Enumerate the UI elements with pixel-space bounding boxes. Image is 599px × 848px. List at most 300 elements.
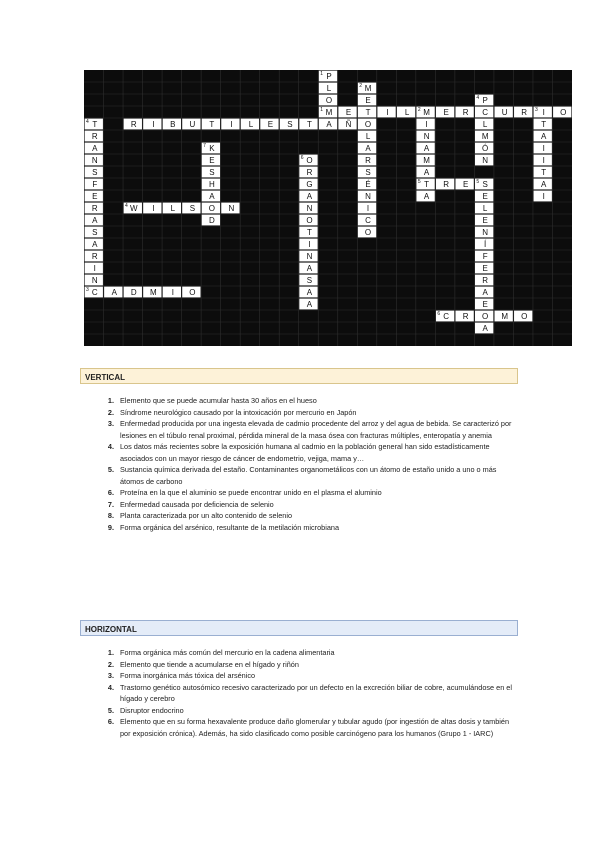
crossword-cell bbox=[85, 203, 103, 214]
cell-letter: T bbox=[92, 120, 98, 129]
cell-letter: T bbox=[424, 180, 430, 189]
cell-number: 6 bbox=[437, 311, 441, 318]
cell-letter: A bbox=[423, 144, 430, 153]
cell-letter: L bbox=[248, 120, 254, 129]
cell-letter: G bbox=[306, 180, 313, 189]
vertical-clue-text: Enfermedad producida por una ingesta elevada de cadmio procedente del arroz y del agua de bebida. Se caracterizó por lesiones en el túbulo renal proximal, pérdida mineral de la masa ósea con fracturas múltiples, enteropatía y anemia bbox=[120, 419, 512, 440]
crossword-cell bbox=[182, 203, 200, 214]
crossword-cell bbox=[104, 287, 122, 298]
cell-number: 2 bbox=[417, 107, 421, 114]
cell-letter: I bbox=[366, 204, 370, 213]
crossword-cell bbox=[534, 191, 552, 202]
crossword-cell bbox=[358, 119, 376, 130]
crossword-cell bbox=[436, 107, 454, 118]
crossword-cell bbox=[475, 323, 493, 334]
cell-letter: N bbox=[228, 204, 235, 213]
crossword-cell bbox=[319, 83, 337, 94]
vertical-clue bbox=[104, 395, 520, 407]
cell-letter: Ñ bbox=[345, 120, 352, 129]
vertical-clue bbox=[104, 487, 520, 499]
crossword-cell bbox=[455, 107, 473, 118]
vertical-clue-number: 3. bbox=[107, 419, 114, 428]
crossword-cell bbox=[85, 191, 103, 202]
cell-letter: S bbox=[306, 276, 313, 285]
crossword-cell bbox=[534, 155, 552, 166]
cell-letter: O bbox=[325, 96, 333, 105]
crossword-cell bbox=[299, 263, 317, 274]
vertical-clue-number: 5. bbox=[107, 465, 114, 474]
cell-letter: D bbox=[208, 216, 215, 225]
horizontal-clue-text: Forma inorgánica más tóxica del arsénico bbox=[120, 671, 256, 680]
cell-letter: A bbox=[306, 300, 313, 309]
crossword-cell bbox=[299, 227, 317, 238]
cell-letter: O bbox=[364, 228, 372, 237]
cell-letter: P bbox=[482, 96, 488, 105]
cell-letter: A bbox=[541, 132, 547, 141]
cell-letter: W bbox=[130, 204, 138, 213]
horizontal-clue-number: 2. bbox=[107, 659, 114, 669]
cell-letter: T bbox=[541, 120, 547, 129]
crossword-cell bbox=[202, 167, 220, 178]
cell-number: 2 bbox=[359, 83, 363, 90]
vertical-clue-list bbox=[104, 395, 520, 533]
crossword-cell bbox=[280, 119, 298, 130]
crossword-cell bbox=[85, 179, 103, 190]
vertical-clue-number: 1. bbox=[107, 396, 114, 405]
horizontal-clue-number: 3. bbox=[107, 671, 114, 680]
cell-letter: N bbox=[365, 192, 371, 201]
cell-letter: A bbox=[306, 192, 313, 201]
cell-letter: T bbox=[209, 120, 215, 129]
horizontal-clue-text: Elemento que tiende a acumularse en el hígado y riñón bbox=[120, 659, 299, 669]
vertical-clue bbox=[104, 522, 520, 534]
crossword-cell bbox=[299, 203, 317, 214]
crossword-cell bbox=[143, 287, 161, 298]
crossword-cell bbox=[475, 227, 493, 238]
cell-letter: E bbox=[443, 108, 449, 117]
crossword-cell bbox=[163, 203, 181, 214]
cell-letter: A bbox=[482, 288, 488, 297]
crossword-cell bbox=[495, 107, 513, 118]
cell-letter: S bbox=[365, 168, 371, 177]
crossword-cell bbox=[416, 143, 434, 154]
cell-letter: E bbox=[462, 180, 469, 189]
crossword-cell bbox=[534, 119, 552, 130]
crossword-cell bbox=[299, 287, 317, 298]
crossword-cell bbox=[85, 167, 103, 178]
cell-letter: R bbox=[521, 108, 528, 117]
crossword-cell bbox=[182, 287, 200, 298]
horizontal-clue-text: Trastorno genético autosómico recesivo caracterizado por un defecto en la excreción biliar de cobre, acumulándose en el hígado y cerebro bbox=[120, 682, 512, 703]
cell-letter: C bbox=[365, 216, 371, 225]
cell-letter: E bbox=[345, 108, 352, 117]
vertical-clue-number: 9. bbox=[107, 522, 114, 532]
crossword-cell bbox=[534, 179, 552, 190]
cell-number: 5 bbox=[476, 179, 480, 186]
cell-letter: H bbox=[208, 180, 215, 189]
cell-letter: I bbox=[171, 288, 174, 297]
cell-letter: I bbox=[230, 120, 233, 129]
horizontal-clue-number: 5. bbox=[107, 705, 114, 715]
cell-letter: R bbox=[91, 252, 98, 261]
vertical-clue-text: Enfermedad causada por deficiencia de selenio bbox=[120, 499, 274, 509]
cell-letter: E bbox=[209, 156, 215, 165]
crossword-cell bbox=[358, 95, 376, 106]
cell-letter: I bbox=[152, 120, 155, 129]
crossword-cell bbox=[475, 239, 493, 250]
horizontal-clue bbox=[104, 705, 520, 717]
horizontal-clue-list bbox=[104, 647, 520, 739]
crossword-cell bbox=[358, 83, 376, 94]
vertical-clue bbox=[104, 464, 520, 487]
crossword-cell bbox=[260, 119, 278, 130]
vertical-clue-number: 2. bbox=[107, 407, 114, 417]
cell-letter: L bbox=[170, 204, 176, 213]
crossword-cell bbox=[475, 155, 493, 166]
cell-letter: S bbox=[92, 168, 98, 177]
cell-number: 4 bbox=[86, 119, 89, 126]
crossword-cell bbox=[299, 215, 317, 226]
cell-letter: A bbox=[306, 288, 313, 297]
cell-letter: E bbox=[482, 216, 488, 225]
crossword-cell bbox=[299, 251, 317, 262]
horizontal-clue bbox=[104, 647, 520, 659]
cell-letter: O bbox=[306, 216, 313, 225]
cell-letter: É bbox=[365, 180, 371, 189]
crossword-cell bbox=[377, 107, 395, 118]
cell-letter: I bbox=[542, 192, 545, 201]
cell-letter: R bbox=[365, 156, 371, 165]
cell-number: 1 bbox=[320, 71, 324, 78]
crossword-cell bbox=[202, 191, 220, 202]
crossword-cell bbox=[436, 179, 454, 190]
crossword-cell bbox=[299, 167, 317, 178]
cell-letter: R bbox=[130, 120, 137, 129]
cell-letter: I bbox=[152, 204, 155, 213]
crossword-cell bbox=[85, 275, 103, 286]
cell-letter: C bbox=[482, 108, 489, 117]
crossword-cell bbox=[416, 107, 434, 118]
cell-letter: L bbox=[365, 132, 371, 141]
horizontal-clue-text: Disruptor endocrino bbox=[120, 705, 184, 715]
vertical-clue-text: Sustancia química derivada del estaño. Contaminantes organometálicos con un átomo de estaño unido a uno o más átomos de carbono bbox=[120, 465, 497, 486]
crossword-cell bbox=[475, 191, 493, 202]
vertical-clue bbox=[104, 407, 520, 419]
cell-number: 4 bbox=[476, 95, 480, 102]
cell-letter: O bbox=[306, 156, 313, 165]
crossword-cell bbox=[85, 131, 103, 142]
crossword-cell bbox=[85, 287, 103, 298]
vertical-clue-number: 7. bbox=[107, 499, 114, 509]
cell-letter: M bbox=[149, 288, 157, 297]
crossword-cell bbox=[299, 191, 317, 202]
crossword-cell bbox=[85, 155, 103, 166]
cell-letter: F bbox=[92, 180, 98, 189]
cell-letter: E bbox=[92, 192, 98, 201]
crossword-cell bbox=[299, 119, 317, 130]
crossword-cell bbox=[85, 227, 103, 238]
crossword-cell bbox=[416, 155, 434, 166]
crossword-cell bbox=[455, 179, 473, 190]
cell-letter: M bbox=[423, 156, 430, 165]
vertical-clue-number: 4. bbox=[107, 442, 114, 451]
crossword-cell bbox=[202, 143, 220, 154]
crossword-cell bbox=[358, 215, 376, 226]
crossword-cell bbox=[202, 119, 220, 130]
vertical-clue bbox=[104, 499, 520, 511]
cell-letter: A bbox=[209, 192, 215, 201]
cell-letter: T bbox=[541, 168, 547, 177]
horizontal-clue bbox=[104, 659, 520, 671]
cell-letter: Í bbox=[484, 240, 487, 249]
crossword-cell bbox=[397, 107, 415, 118]
cell-letter: T bbox=[307, 120, 312, 129]
crossword-cell bbox=[416, 167, 434, 178]
crossword-cell bbox=[85, 263, 103, 274]
cell-letter: I bbox=[93, 264, 96, 273]
cell-letter: E bbox=[365, 96, 371, 105]
cell-letter: R bbox=[306, 168, 313, 177]
crossword-cell bbox=[475, 131, 493, 142]
cell-letter: A bbox=[423, 168, 430, 177]
cell-letter: I bbox=[425, 120, 428, 129]
crossword-cell bbox=[475, 263, 493, 274]
cell-letter: A bbox=[365, 144, 371, 153]
cell-letter: N bbox=[306, 204, 313, 213]
cell-number: 5 bbox=[417, 179, 421, 186]
crossword-cell bbox=[299, 239, 317, 250]
vertical-title: VERTICAL bbox=[85, 373, 125, 382]
cell-letter: P bbox=[326, 72, 332, 81]
crossword-cell bbox=[358, 191, 376, 202]
crossword-cell bbox=[319, 95, 337, 106]
crossword-cell bbox=[163, 287, 181, 298]
crossword-cell bbox=[202, 155, 220, 166]
crossword-cell bbox=[534, 131, 552, 142]
crossword-cell bbox=[475, 287, 493, 298]
horizontal-clue bbox=[104, 682, 520, 705]
crossword-cell bbox=[299, 179, 317, 190]
cell-letter: K bbox=[209, 144, 215, 153]
cell-letter: R bbox=[462, 108, 469, 117]
horizontal-clue-text: Forma orgánica más común del mercurio en la cadena alimentaria bbox=[120, 648, 335, 657]
crossword-cell bbox=[85, 143, 103, 154]
cell-letter: R bbox=[443, 180, 450, 189]
cell-letter: O bbox=[364, 120, 372, 129]
crossword-cell bbox=[514, 311, 532, 322]
cell-letter: N bbox=[423, 132, 430, 141]
crossword-cell bbox=[534, 143, 552, 154]
cell-letter: T bbox=[307, 228, 312, 237]
cell-letter: S bbox=[92, 228, 98, 237]
cell-letter: M bbox=[325, 108, 333, 117]
cell-letter: A bbox=[306, 264, 313, 273]
crossword-cell bbox=[416, 131, 434, 142]
crossword-cell bbox=[358, 131, 376, 142]
cell-letter: D bbox=[130, 288, 137, 297]
crossword-cell bbox=[299, 299, 317, 310]
cell-letter: T bbox=[365, 108, 371, 117]
vertical-clue-number: 6. bbox=[107, 488, 114, 497]
crossword-cell bbox=[475, 95, 493, 106]
crossword-cell bbox=[182, 119, 200, 130]
cell-letter: M bbox=[501, 312, 509, 321]
cell-letter: U bbox=[501, 108, 508, 117]
vertical-clue-text: Los datos más recientes sobre la exposición humana al cadmio en la población general han sido estadísticamente asociados con un mayor riesgo de cáncer de endometrio, vejiga, mama y… bbox=[120, 442, 490, 463]
crossword-cell bbox=[475, 119, 493, 130]
cell-letter: F bbox=[482, 252, 488, 261]
vertical-clue-text: Proteína en la que el aluminio se puede encontrar unido en el plasma el aluminio bbox=[120, 488, 382, 497]
crossword-cell bbox=[85, 251, 103, 262]
cell-letter: M bbox=[423, 108, 430, 117]
crossword-cell bbox=[416, 119, 434, 130]
cell-letter: S bbox=[482, 180, 488, 189]
vertical-clue bbox=[104, 510, 520, 522]
horizontal-title: HORIZONTAL bbox=[85, 625, 137, 634]
vertical-section-header bbox=[80, 368, 518, 384]
crossword-cell bbox=[553, 107, 571, 118]
cell-letter: C bbox=[443, 312, 450, 321]
crossword-cell bbox=[299, 275, 317, 286]
vertical-clue-text: Planta caracterizada por un alto contenido de selenio bbox=[120, 511, 292, 520]
crossword-cell bbox=[202, 215, 220, 226]
cell-letter: L bbox=[482, 120, 488, 129]
crossword-grid bbox=[84, 70, 572, 346]
cell-number: 6 bbox=[300, 155, 304, 162]
crossword-cell bbox=[124, 203, 142, 214]
crossword-cell bbox=[85, 215, 103, 226]
cell-letter: R bbox=[91, 204, 98, 213]
crossword-cell bbox=[85, 239, 103, 250]
cell-letter: A bbox=[92, 144, 98, 153]
cell-letter: A bbox=[111, 288, 117, 297]
cell-letter: I bbox=[542, 144, 545, 153]
crossword-cell bbox=[319, 107, 337, 118]
crossword-cell bbox=[495, 311, 513, 322]
crossword-cell bbox=[475, 299, 493, 310]
cell-letter: M bbox=[481, 132, 489, 141]
cell-letter: N bbox=[91, 156, 98, 165]
cell-letter: E bbox=[482, 300, 488, 309]
cell-letter: A bbox=[482, 324, 488, 333]
crossword-cell bbox=[124, 287, 142, 298]
crossword-cell bbox=[358, 143, 376, 154]
crossword-cell bbox=[416, 191, 434, 202]
horizontal-clue bbox=[104, 716, 520, 739]
cell-letter: E bbox=[482, 264, 488, 273]
cell-letter: I bbox=[542, 156, 545, 165]
crossword-cell bbox=[475, 275, 493, 286]
crossword-cell bbox=[221, 119, 239, 130]
crossword-cell bbox=[475, 203, 493, 214]
cell-letter: Ó bbox=[482, 144, 489, 153]
crossword-cell bbox=[241, 119, 259, 130]
cell-letter: I bbox=[386, 108, 389, 117]
cell-letter: A bbox=[92, 240, 98, 249]
cell-letter: R bbox=[462, 312, 469, 321]
crossword-cell bbox=[202, 179, 220, 190]
cell-letter: A bbox=[92, 216, 98, 225]
cell-letter: A bbox=[326, 120, 332, 129]
crossword-cell bbox=[338, 119, 356, 130]
cell-number: 1 bbox=[320, 107, 324, 114]
cell-letter: E bbox=[267, 120, 274, 129]
cell-letter: L bbox=[326, 84, 332, 93]
crossword-cell bbox=[514, 107, 532, 118]
cell-letter: S bbox=[189, 204, 196, 213]
vertical-clue-text: Síndrome neurológico causado por la intoxicación por mercurio en Japón bbox=[120, 407, 357, 417]
cell-number: 4 bbox=[125, 203, 128, 210]
vertical-clue-text: Elemento que se puede acumular hasta 30 años en el hueso bbox=[120, 396, 317, 405]
crossword-cell bbox=[475, 179, 493, 190]
cell-number: 3 bbox=[534, 107, 538, 114]
cell-letter: E bbox=[482, 192, 488, 201]
cell-letter: N bbox=[482, 228, 489, 237]
horizontal-section-header bbox=[80, 620, 518, 636]
horizontal-clue-number: 6. bbox=[107, 717, 114, 726]
cell-letter: A bbox=[423, 192, 430, 201]
cell-letter: S bbox=[209, 168, 215, 177]
cell-letter: L bbox=[404, 108, 410, 117]
cell-letter: M bbox=[364, 84, 372, 93]
cell-letter: B bbox=[170, 120, 176, 129]
crossword-cell bbox=[534, 107, 552, 118]
cell-letter: N bbox=[306, 252, 313, 261]
crossword-cell bbox=[338, 107, 356, 118]
vertical-clue bbox=[104, 418, 520, 441]
vertical-clue-number: 8. bbox=[107, 511, 114, 520]
crossword-cell bbox=[358, 107, 376, 118]
cell-number: 7 bbox=[203, 143, 206, 150]
cell-letter: N bbox=[482, 156, 489, 165]
horizontal-clue-number: 4. bbox=[107, 682, 114, 692]
horizontal-clue bbox=[104, 670, 520, 682]
cell-letter: A bbox=[541, 180, 547, 189]
crossword-cell bbox=[436, 311, 454, 322]
horizontal-clue-number: 1. bbox=[107, 648, 114, 657]
crossword-cell bbox=[143, 203, 161, 214]
crossword-cell bbox=[358, 167, 376, 178]
vertical-clue bbox=[104, 441, 520, 464]
crossword-cell bbox=[202, 203, 220, 214]
cell-number: 3 bbox=[86, 287, 89, 294]
cell-letter: C bbox=[91, 288, 98, 297]
cell-letter: I bbox=[542, 108, 545, 117]
cell-letter: S bbox=[287, 120, 293, 129]
cell-letter: O bbox=[189, 288, 196, 297]
cell-letter: R bbox=[482, 276, 489, 285]
crossword-cell bbox=[299, 155, 317, 166]
cell-letter: O bbox=[208, 204, 215, 213]
cell-letter: L bbox=[482, 204, 488, 213]
cell-letter: O bbox=[560, 108, 567, 117]
crossword-cell bbox=[319, 71, 337, 82]
crossword-cell bbox=[475, 107, 493, 118]
crossword-cell bbox=[534, 167, 552, 178]
crossword-cell bbox=[475, 311, 493, 322]
cell-letter: I bbox=[308, 240, 311, 249]
crossword-cell bbox=[163, 119, 181, 130]
crossword-cell bbox=[319, 119, 337, 130]
crossword-cell bbox=[358, 179, 376, 190]
crossword-cell bbox=[358, 155, 376, 166]
crossword-cell bbox=[221, 203, 239, 214]
crossword-cell bbox=[358, 203, 376, 214]
crossword-cell bbox=[475, 215, 493, 226]
crossword-cell bbox=[358, 227, 376, 238]
cell-letter: O bbox=[482, 312, 489, 321]
crossword-cell bbox=[143, 119, 161, 130]
